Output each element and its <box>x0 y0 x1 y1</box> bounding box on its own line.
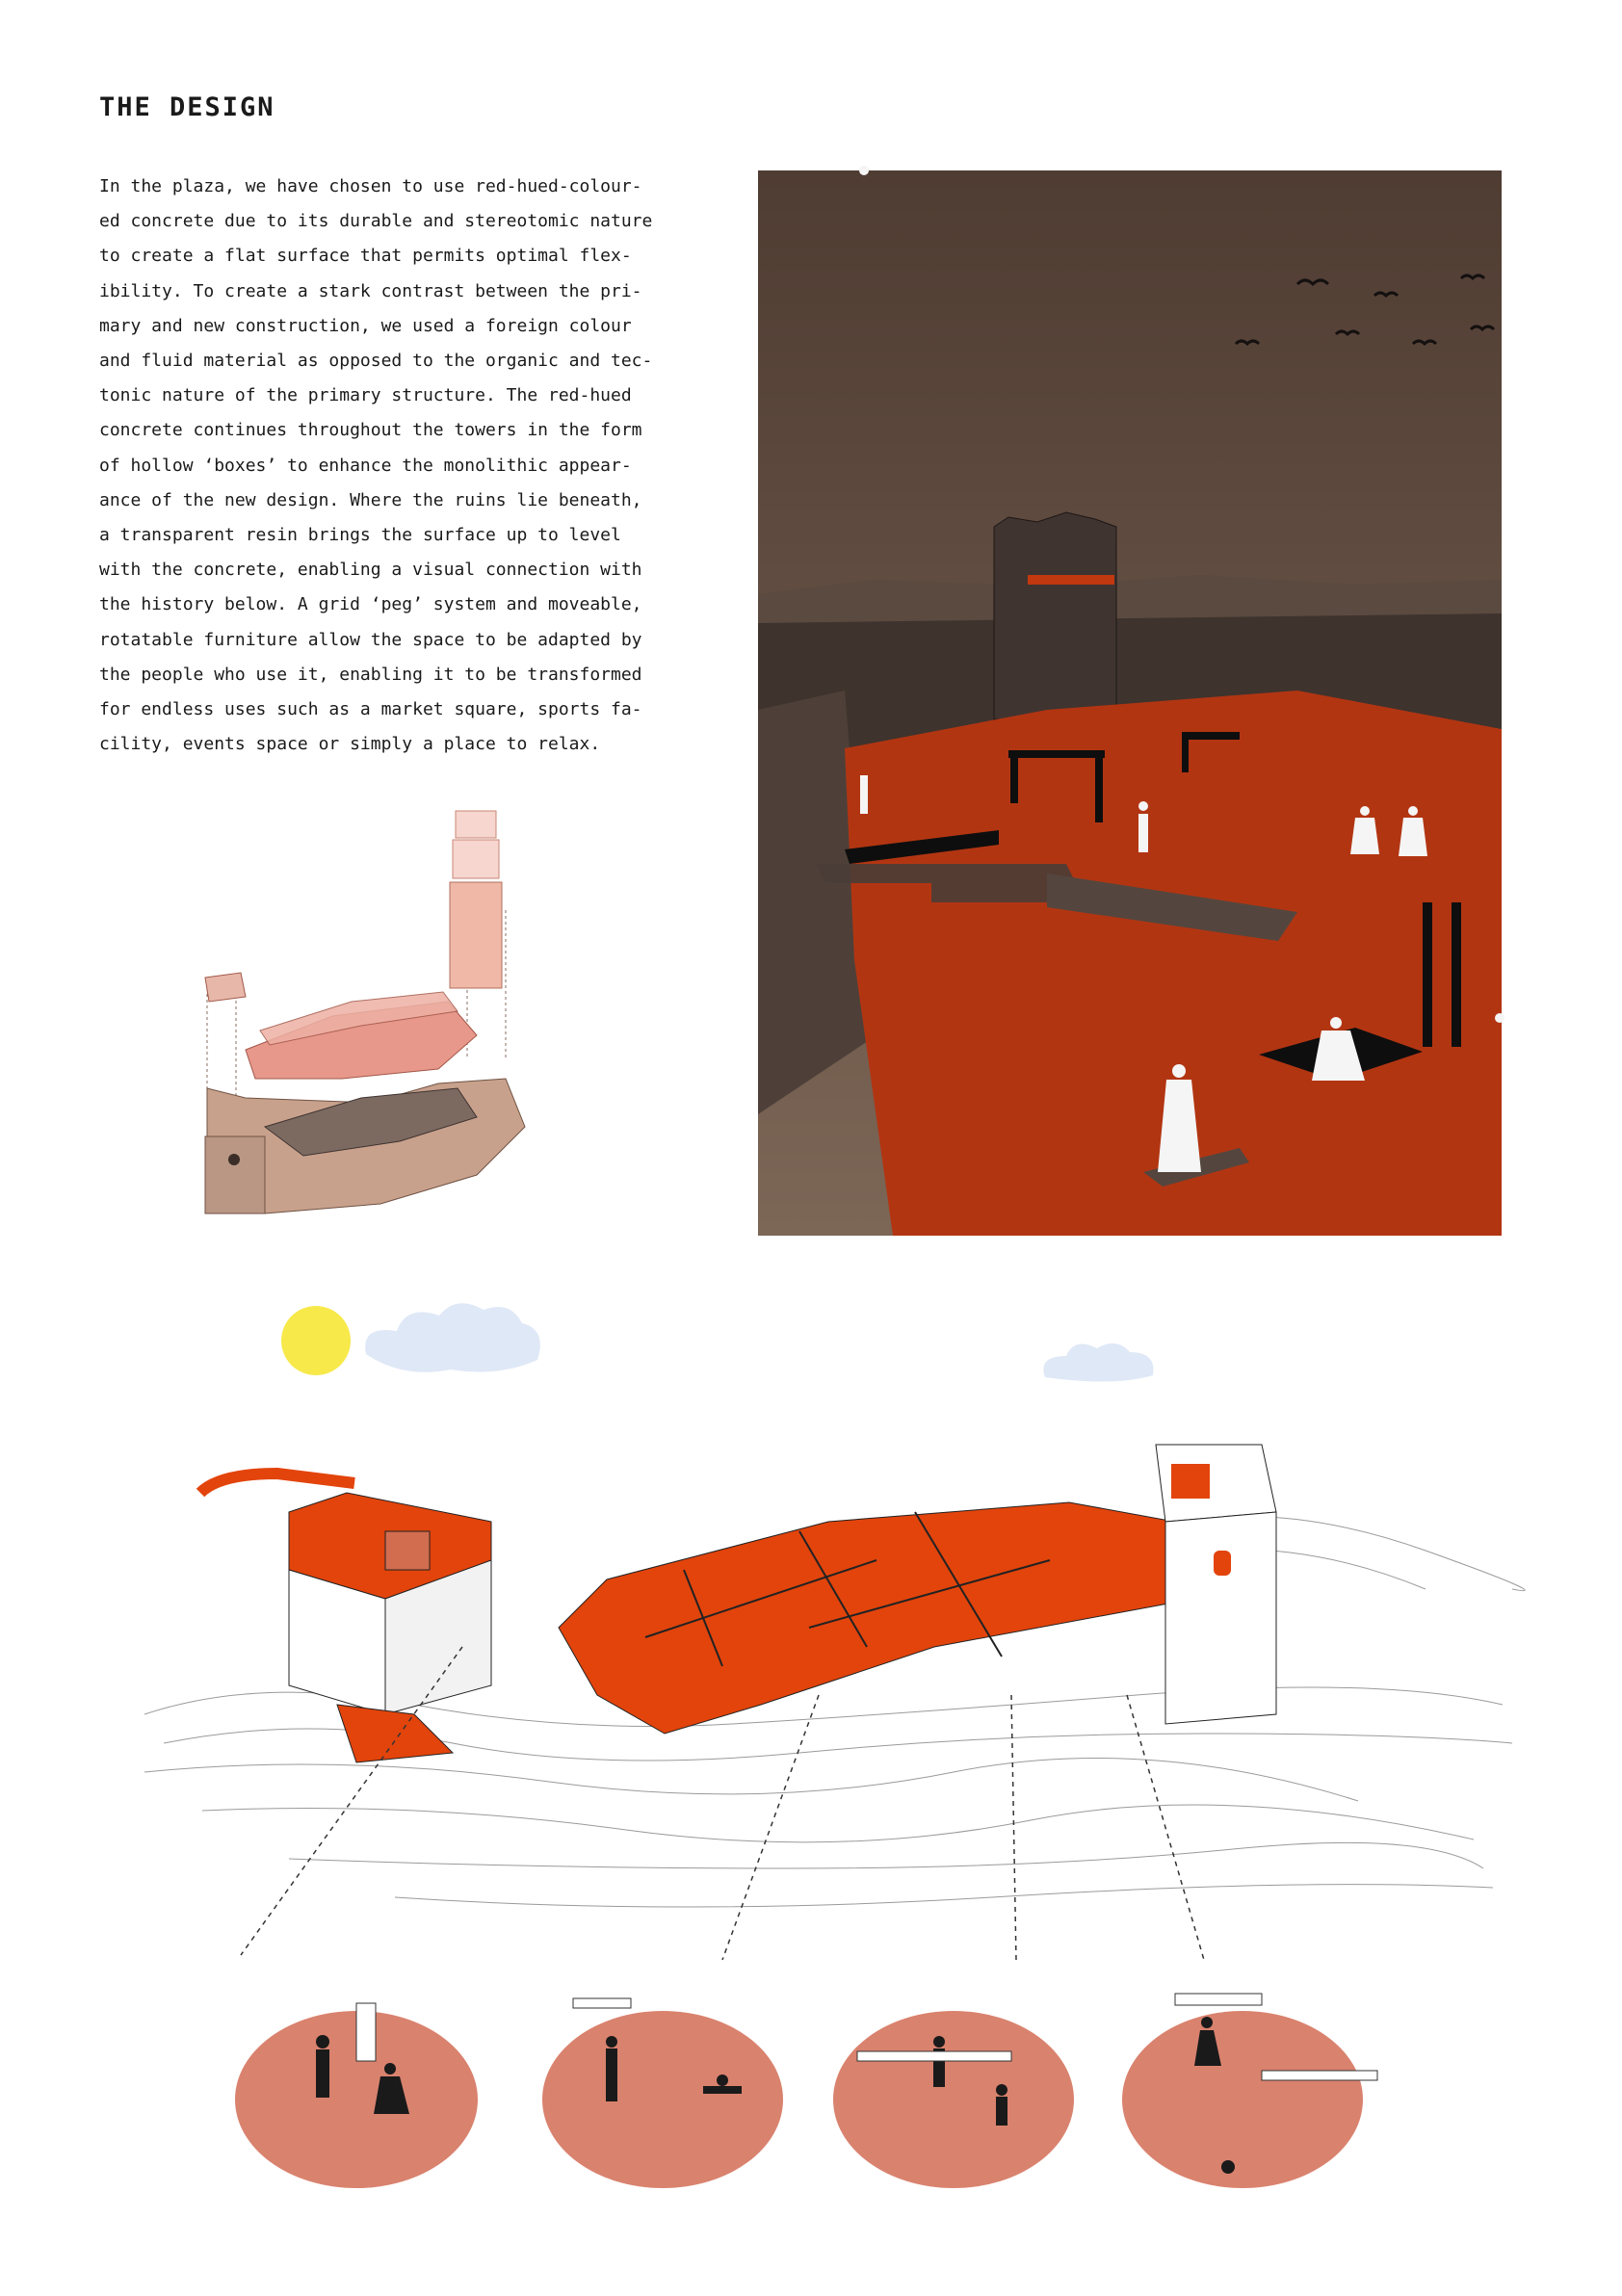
vignette-market <box>833 2011 1074 2188</box>
vignette-relax <box>542 2011 783 2188</box>
cloud-icon <box>365 1303 540 1372</box>
body-line: ibility. To create a stark contrast between the pri- <box>99 280 642 301</box>
body-line: cility, events space or simply a place to relax. <box>99 734 601 755</box>
body-paragraph <box>99 170 698 762</box>
body-line: of hollow ‘boxes’ to enhance the monolithic appear- <box>99 455 632 476</box>
body-line: ance of the new design. Where the ruins lie beneath, <box>99 489 642 510</box>
page-title: THE DESIGN <box>99 92 275 122</box>
body-line: rotatable furniture allow the space to be adapted by <box>99 629 642 650</box>
body-line: mary and new construction, we used a foreign colour <box>99 315 632 336</box>
body-line: concrete continues throughout the towers in the form <box>99 420 642 441</box>
sun-icon <box>281 1306 351 1375</box>
body-line: the people who use it, enabling it to be transformed <box>99 664 642 685</box>
body-line: In the plaza, we have chosen to use red-hued-colour- <box>99 176 642 196</box>
body-line: to create a flat surface that permits optimal flex- <box>99 246 632 267</box>
body-line: for endless uses such as a market square, sports fa- <box>99 699 642 720</box>
sky-decoration <box>270 1271 1194 1406</box>
body-line: tonic nature of the primary structure. The red-hued <box>99 385 632 406</box>
body-line: and fluid material as opposed to the organic and tec- <box>99 351 653 372</box>
vignette-sports <box>1122 2011 1363 2188</box>
site-axonometric <box>144 1406 1512 1945</box>
usage-vignettes <box>231 1945 1426 2292</box>
exploded-axonometric-diagram <box>188 809 554 1218</box>
cloud-icon <box>1043 1344 1153 1382</box>
plaza-render-image <box>758 170 1502 1236</box>
body-line: the history below. A grid ‘peg’ system and moveable, <box>99 594 642 615</box>
body-line: ed concrete due to its durable and stereotomic nature <box>99 211 653 232</box>
body-line: a transparent resin brings the surface up to level <box>99 525 621 546</box>
body-line: with the concrete, enabling a visual connection with <box>99 560 642 581</box>
